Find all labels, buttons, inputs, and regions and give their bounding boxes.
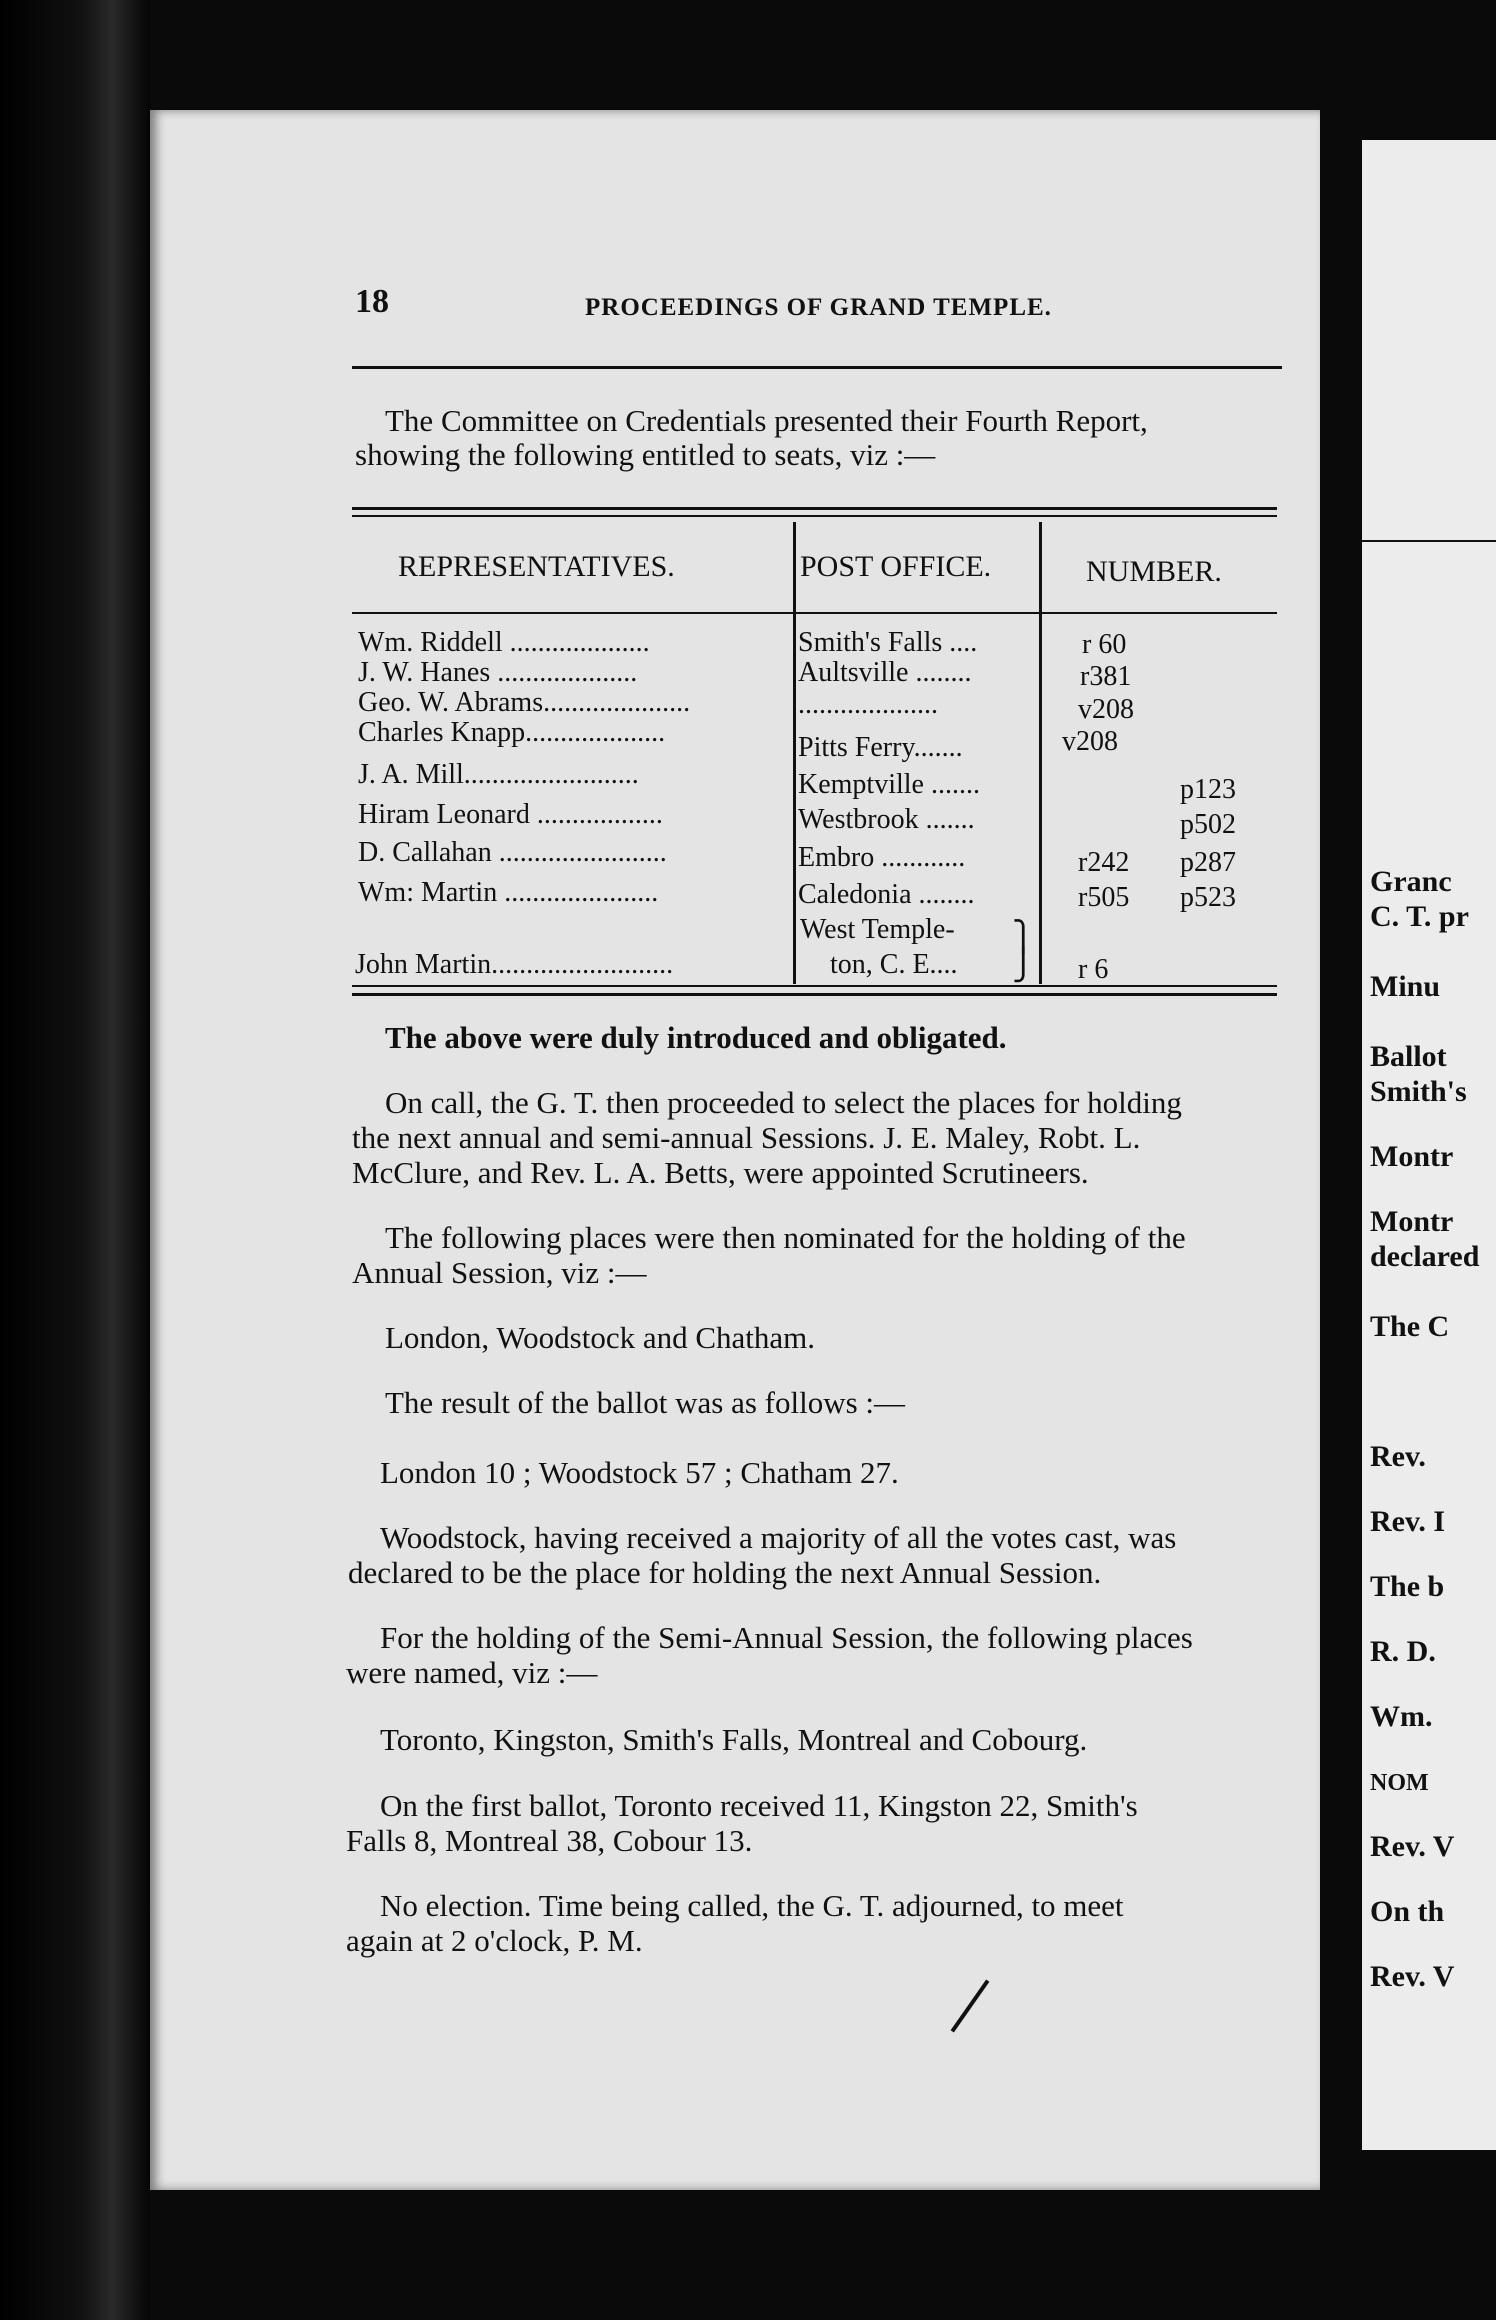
paragraph-line: Woodstock, having received a majority of all the votes cast, was [380, 1520, 1177, 1555]
number: r381 [1080, 661, 1132, 692]
representative-name: Geo. W. Abrams..................... [358, 687, 691, 718]
representative-name: John Martin.......................... [355, 949, 674, 980]
adjacent-page-line: Granc [1370, 865, 1452, 898]
adjacent-page-line: Montr [1370, 1140, 1454, 1173]
table-bottom-rule [352, 985, 1277, 987]
adjacent-page-line: Wm. [1370, 1700, 1433, 1733]
paragraph-line: The above were duly introduced and obligated. [385, 1020, 1007, 1055]
representative-name: J. A. Mill......................... [358, 759, 639, 790]
brace-glyph: ⎭ [1012, 949, 1035, 982]
adjacent-page-line: The b [1370, 1570, 1445, 1603]
adjacent-page-line: The C [1370, 1310, 1450, 1343]
adjacent-page-line: R. D. [1370, 1635, 1436, 1668]
intro-line: showing the following entitled to seats, viz :— [355, 437, 936, 472]
table-header-rule [352, 612, 1277, 614]
number: v208 [1062, 726, 1118, 757]
representative-name: D. Callahan ........................ [358, 837, 667, 868]
number: p287 [1180, 847, 1236, 878]
paragraph-line: London, Woodstock and Chatham. [385, 1320, 816, 1355]
adjacent-page-line: Ballot [1370, 1040, 1447, 1073]
post-office: Kemptville ....... [798, 769, 980, 800]
adjacent-page-line: Montr [1370, 1205, 1454, 1238]
number: v208 [1078, 694, 1134, 725]
number: p123 [1180, 774, 1236, 805]
number: r505 [1078, 882, 1130, 913]
post-office: Smith's Falls .... [798, 627, 978, 658]
number: r242 [1078, 847, 1130, 878]
number: p502 [1180, 809, 1236, 840]
adjacent-page-line: Smith's [1370, 1075, 1467, 1108]
paragraph-line: London 10 ; Woodstock 57 ; Chatham 27. [380, 1455, 899, 1490]
representative-name: Wm. Riddell .................... [358, 627, 650, 658]
column-header: POST OFFICE. [800, 550, 992, 583]
adjacent-page-line: NOM [1370, 1770, 1429, 1796]
number: p523 [1180, 882, 1236, 913]
paragraph-line: were named, viz :— [346, 1655, 598, 1690]
adjacent-page-line: On th [1370, 1895, 1445, 1928]
paragraph-line: For the holding of the Semi-Annual Session, the following places [380, 1620, 1193, 1655]
paragraph-line: The result of the ballot was as follows :— [385, 1385, 906, 1420]
paragraph-line: Falls 8, Montreal 38, Cobour 13. [346, 1823, 753, 1858]
number: r 6 [1078, 954, 1109, 985]
post-office: Caledonia ........ [798, 879, 975, 910]
paragraph-line: again at 2 o'clock, P. M. [346, 1923, 643, 1958]
post-office: Pitts Ferry....... [798, 732, 963, 763]
paragraph-line: No election. Time being called, the G. T. adjourned, to meet [380, 1888, 1124, 1923]
paragraph-line: declared to be the place for holding the next Annual Session. [348, 1555, 1102, 1590]
paragraph-line: The following places were then nominated for the holding of the [385, 1220, 1186, 1255]
paragraph-line: the next annual and semi-annual Sessions. J. E. Maley, Robt. L. [352, 1120, 1141, 1155]
paragraph-line: On the first ballot, Toronto received 11, Kingston 22, Smith's [380, 1788, 1138, 1823]
post-office: West Temple- [800, 914, 955, 945]
adjacent-page-line: Rev. [1370, 1440, 1426, 1473]
representative-name: Wm: Martin ...................... [358, 877, 659, 908]
post-office: Aultsville ........ [798, 657, 972, 688]
adjacent-page-line: Rev. V [1370, 1960, 1455, 1993]
intro-line: The Committee on Credentials presented their Fourth Report, [385, 403, 1148, 438]
column-header: NUMBER. [1086, 555, 1222, 588]
table-top-rule [352, 507, 1277, 510]
adjacent-page-line: declared [1370, 1240, 1480, 1273]
post-office: .................... [798, 689, 938, 720]
paragraph-line: McClure, and Rev. L. A. Betts, were appointed Scrutineers. [352, 1155, 1089, 1190]
table-column-divider [793, 522, 796, 984]
number: r 60 [1082, 629, 1127, 660]
adjacent-page-edge [1362, 140, 1496, 2150]
paragraph-line: Toronto, Kingston, Smith's Falls, Montreal and Cobourg. [380, 1722, 1088, 1757]
table-bottom-rule [352, 993, 1277, 996]
running-head: PROCEEDINGS OF GRAND TEMPLE. [585, 294, 1052, 321]
page-number: 18 [355, 283, 389, 320]
adjacent-page-line: Minu [1370, 970, 1441, 1003]
table-column-divider [1039, 522, 1042, 984]
column-header: REPRESENTATIVES. [398, 550, 675, 583]
representative-name: J. W. Hanes .................... [358, 657, 638, 688]
post-office: Embro ............ [798, 842, 966, 873]
book-binding-shadow [0, 0, 150, 2320]
adjacent-page-line: C. T. pr [1370, 900, 1469, 933]
representative-name: Charles Knapp.................... [358, 717, 666, 748]
brace-glyph: ⎫ [1012, 921, 1035, 954]
table-top-rule [352, 515, 1277, 517]
adjacent-page-rule [1362, 540, 1496, 542]
paragraph-line: Annual Session, viz :— [352, 1255, 647, 1290]
adjacent-page-line: Rev. I [1370, 1505, 1445, 1538]
paragraph-line: On call, the G. T. then proceeded to select the places for holding [385, 1085, 1182, 1120]
header-rule [352, 366, 1282, 369]
post-office: Westbrook ....... [798, 804, 975, 835]
representative-name: Hiram Leonard .................. [358, 799, 663, 830]
post-office: ton, C. E.... [830, 949, 958, 980]
adjacent-page-line: Rev. V [1370, 1830, 1455, 1863]
